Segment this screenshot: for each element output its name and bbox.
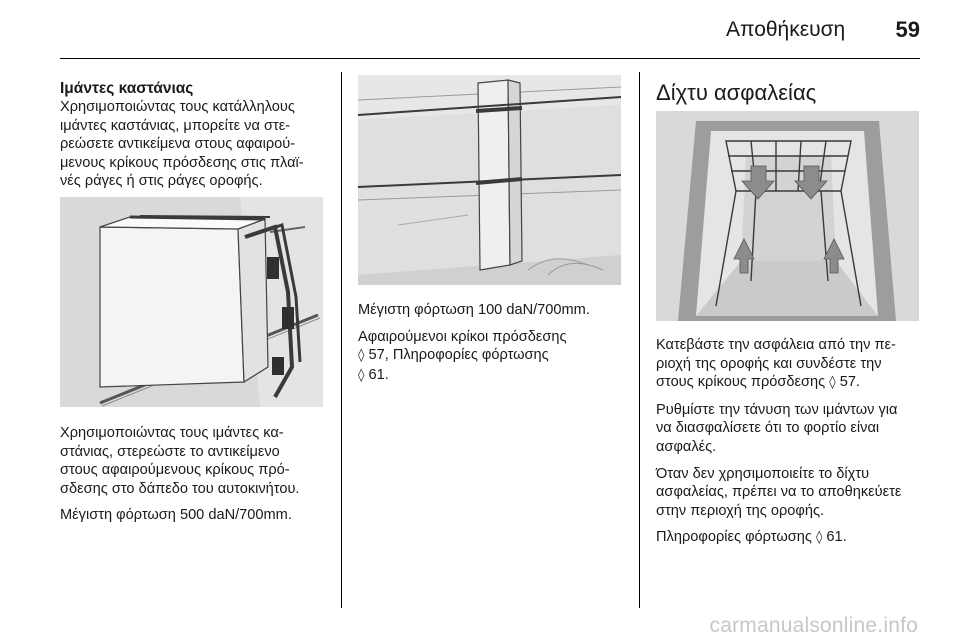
page-ref-icon: ◊ [358, 348, 365, 364]
section-heading-safety-net: Δίχτυ ασφαλείας [656, 80, 817, 105]
page-ref-link[interactable]: 61. [822, 529, 847, 546]
column-divider-right [639, 72, 640, 608]
net-paragraph-2: Ρυθμίστε την τάνυση των ιμάντων για να διασφαλίσετε ότι το φορτίο είναι ασφαλές. [656, 401, 898, 455]
page-number: 59 [895, 17, 920, 42]
page-ref-icon: ◊ [358, 367, 365, 383]
max-load-500: Μέγιστη φόρτωση 500 daN/700mm. [60, 507, 292, 524]
page-ref-link[interactable]: 61. [364, 366, 389, 383]
left-column-bottom [60, 424, 335, 533]
page-ref-link[interactable]: 57, Πληροφορίες φόρτωσης [364, 347, 549, 364]
net-paragraph-4: Πληροφορίες φόρτωσης ◊ 61. [656, 529, 847, 546]
section-heading-ratchet-straps: Ιμάντες καστάνιας [60, 80, 194, 97]
net-paragraph-1: Κατεβάστε την ασφάλεια από την πε- ριοχή της οροφής και συνδέστε την στους κρίκους πρόσδεσης ◊ 57. [656, 337, 896, 391]
left-column-top [60, 80, 330, 191]
page-ref-link[interactable]: 57. [835, 374, 861, 391]
middle-column-text [358, 301, 633, 393]
net-paragraph-3: Όταν δεν χρησιμοποιείτε το δίχτυ ασφαλείας, πρέπει να το αποθηκεύετε στην περιοχή της οροφής. [656, 465, 902, 519]
column-divider-left [341, 72, 342, 608]
max-load-100: Μέγιστη φόρτωση 100 daN/700mm. [358, 302, 590, 318]
page-ref-icon: ◊ [829, 375, 836, 391]
page-ref-icon: ◊ [815, 530, 823, 546]
figure-safety-net [656, 111, 919, 321]
figure-roof-rail-straps [358, 75, 621, 285]
figure-ratchet-strap-cargo [60, 197, 323, 407]
ratchet-body-paragraph: Χρησιμοποιώντας τους ιμάντες κα- στάνιας, στερεώστε το αντικείμενο στους αφαιρούμενους κρίκους πρό- σδεσης στο δάπεδο του αυτοκινήτου. [60, 425, 300, 497]
header-rule [60, 58, 920, 59]
middle-reference-paragraph: Αφαιρούμενοι κρίκοι πρόσδεσης ◊ 57, Πληροφορίες φόρτωσης ◊ 61. [358, 328, 567, 383]
right-column-text [656, 336, 931, 556]
intro-paragraph: Χρησιμοποιώντας τους κατάλληλους ιμάντες καστάνιας, μπορείτε να στε- ρεώσετε αντικείμενα στους αφαιρού- μενους κρίκους πρόσδεσης στις πλαϊ- νές ράγες ή στις ράγες οροφής. [60, 99, 304, 190]
footer-watermark: carmanualsonline.info [709, 614, 918, 637]
page-header-title: Αποθήκευση [726, 18, 846, 41]
